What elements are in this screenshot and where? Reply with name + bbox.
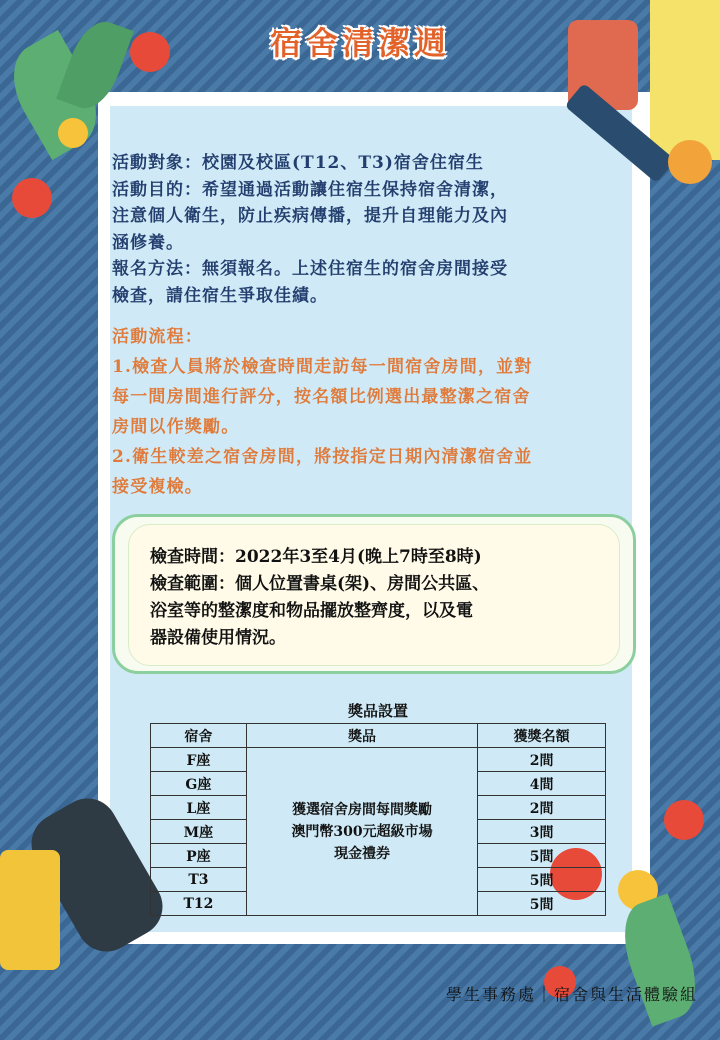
quota-cell: 4間 — [478, 772, 606, 796]
flow-line: 2.衛生較差之宿舍房間，將按指定日期內清潔宿舍並 — [112, 447, 533, 467]
footer-organizer: 學生事務處｜宿舍與生活體驗組 — [445, 985, 698, 1004]
header-quota: 獲獎名額 — [478, 724, 606, 748]
quota-cell: 2間 — [478, 748, 606, 772]
quota-cell: 2間 — [478, 796, 606, 820]
prize-table-title: 獎品設置 — [347, 702, 408, 720]
flow-line: 1.檢查人員將於檢查時間走訪每一間宿舍房間，並對 — [112, 357, 533, 377]
flow-line: 接受複檢。 — [112, 477, 203, 497]
dorm-cell: G座 — [151, 772, 247, 796]
inspection-details — [150, 544, 610, 652]
intro-line: 活動對象：校園及校區(T12、T3)宿舍住宿生 — [112, 153, 484, 173]
red-flower-icon — [664, 800, 704, 840]
intro-line: 檢查，請住宿生爭取佳績。 — [112, 285, 328, 306]
sponge-icon — [0, 850, 60, 970]
header-dorm: 宿舍 — [151, 724, 247, 748]
prize-line: 獲選宿舍房間每間獎勵 — [292, 801, 433, 818]
red-flower-icon — [12, 178, 52, 218]
intro-line: 涵修養。 — [112, 232, 184, 253]
intro-line: 報名方法：無須報名。上述住宿生的宿舍房間接受 — [112, 259, 508, 279]
dorm-cell: T12 — [151, 892, 247, 916]
header-prize: 獎品 — [246, 724, 477, 748]
prize-line: 現金禮券 — [334, 845, 391, 862]
yellow-flower-icon — [58, 118, 88, 148]
inspection-line: 檢查範圍：個人位置書桌(架)、房間公共區、 — [150, 574, 490, 594]
page-title: 宿舍清潔週 — [269, 24, 450, 62]
intro-line: 注意個人衛生，防止疾病傳播，提升自理能力及內 — [112, 206, 508, 226]
activity-intro — [112, 150, 612, 309]
dorm-cell: F座 — [151, 748, 247, 772]
prize-description — [246, 748, 477, 916]
prize-line: 澳門幣300元超級市場 — [291, 823, 433, 840]
quota-cell: 5間 — [478, 892, 606, 916]
table-row — [151, 748, 606, 772]
intro-line: 活動目的：希望通過活動讓住宿生保持宿舍清潔， — [112, 179, 508, 200]
yellow-flower-icon — [668, 140, 712, 184]
quota-cell: 5間 — [478, 844, 606, 868]
dorm-cell: T3 — [151, 868, 247, 892]
flow-line: 房間以作獎勵。 — [112, 417, 240, 437]
flow-line: 每一間房間進行評分，按名額比例選出最整潔之宿舍 — [112, 387, 531, 407]
flow-line: 活動流程： — [112, 327, 203, 347]
prize-table — [150, 723, 606, 916]
dorm-cell: M座 — [151, 820, 247, 844]
dorm-cell: P座 — [151, 844, 247, 868]
inspection-line: 檢查時間：2022年3至4月(晚上7時至8時) — [150, 547, 482, 567]
quota-cell: 5間 — [478, 868, 606, 892]
inspection-line: 浴室等的整潔度和物品擺放整齊度，以及電 — [150, 601, 473, 621]
dorm-cell: L座 — [151, 796, 247, 820]
activity-flow — [112, 322, 622, 502]
quota-cell: 3間 — [478, 820, 606, 844]
inspection-line: 器設備使用情況。 — [150, 628, 286, 648]
prize-table-header — [151, 724, 606, 748]
